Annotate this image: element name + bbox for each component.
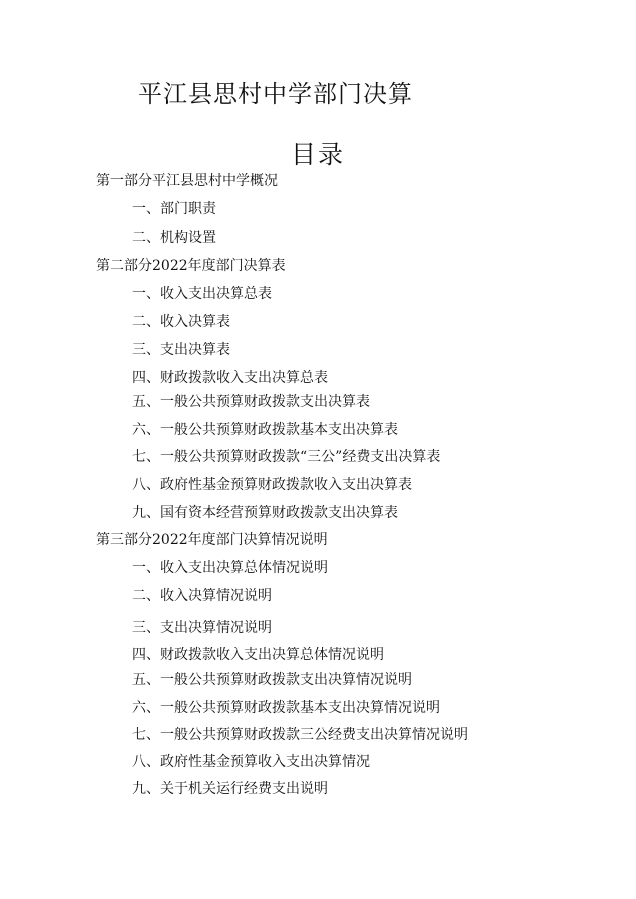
toc-part-2-title: 第二部分2022年度部门决算表 [96,258,286,274]
toc-item: 七、一般公共预算财政拨款“三公”经费支出决算表 [132,449,441,465]
document-title: 平江县思村中学部门决算 [138,80,413,108]
toc-item: 二、收入决算表 [132,314,230,330]
toc-item: 一、收入支出决算总表 [132,286,272,302]
toc-item: 一、收入支出决算总体情况说明 [132,560,328,576]
toc-item: 五、一般公共预算财政拨款支出决算表 [132,394,370,410]
toc-item: 六、一般公共预算财政拨款基本支出决算表 [132,422,398,438]
toc-item: 七、一般公共预算财政拨款三公经费支出决算情况说明 [132,727,468,743]
toc-item: 三、支出决算表 [132,342,230,358]
toc-part-3-title: 第三部分2022年度部门决算情况说明 [96,532,328,548]
toc-item: 九、国有资本经营预算财政拨款支出决算表 [132,505,398,521]
toc-part-1-title: 第一部分平江县思村中学概况 [96,173,278,189]
toc-item: 八、政府性基金预算财政拨款收入支出决算表 [132,477,412,493]
toc-item: 一、部门职责 [132,201,216,217]
toc-item: 八、政府性基金预算收入支出决算情况 [132,754,370,770]
toc-item: 二、收入决算情况说明 [132,588,272,604]
toc-item: 六、一般公共预算财政拨款基本支出决算情况说明 [132,700,440,716]
toc-item: 二、机构设置 [132,230,216,246]
toc-item: 三、支出决算情况说明 [132,620,272,636]
toc-item: 四、财政拨款收入支出决算总体情况说明 [132,647,384,663]
toc-item: 九、关于机关运行经费支出说明 [132,781,328,797]
toc-item: 五、一般公共预算财政拨款支出决算情况说明 [132,672,412,688]
toc-heading: 目录 [290,140,345,169]
toc-item: 四、财政拨款收入支出决算总表 [132,370,328,386]
